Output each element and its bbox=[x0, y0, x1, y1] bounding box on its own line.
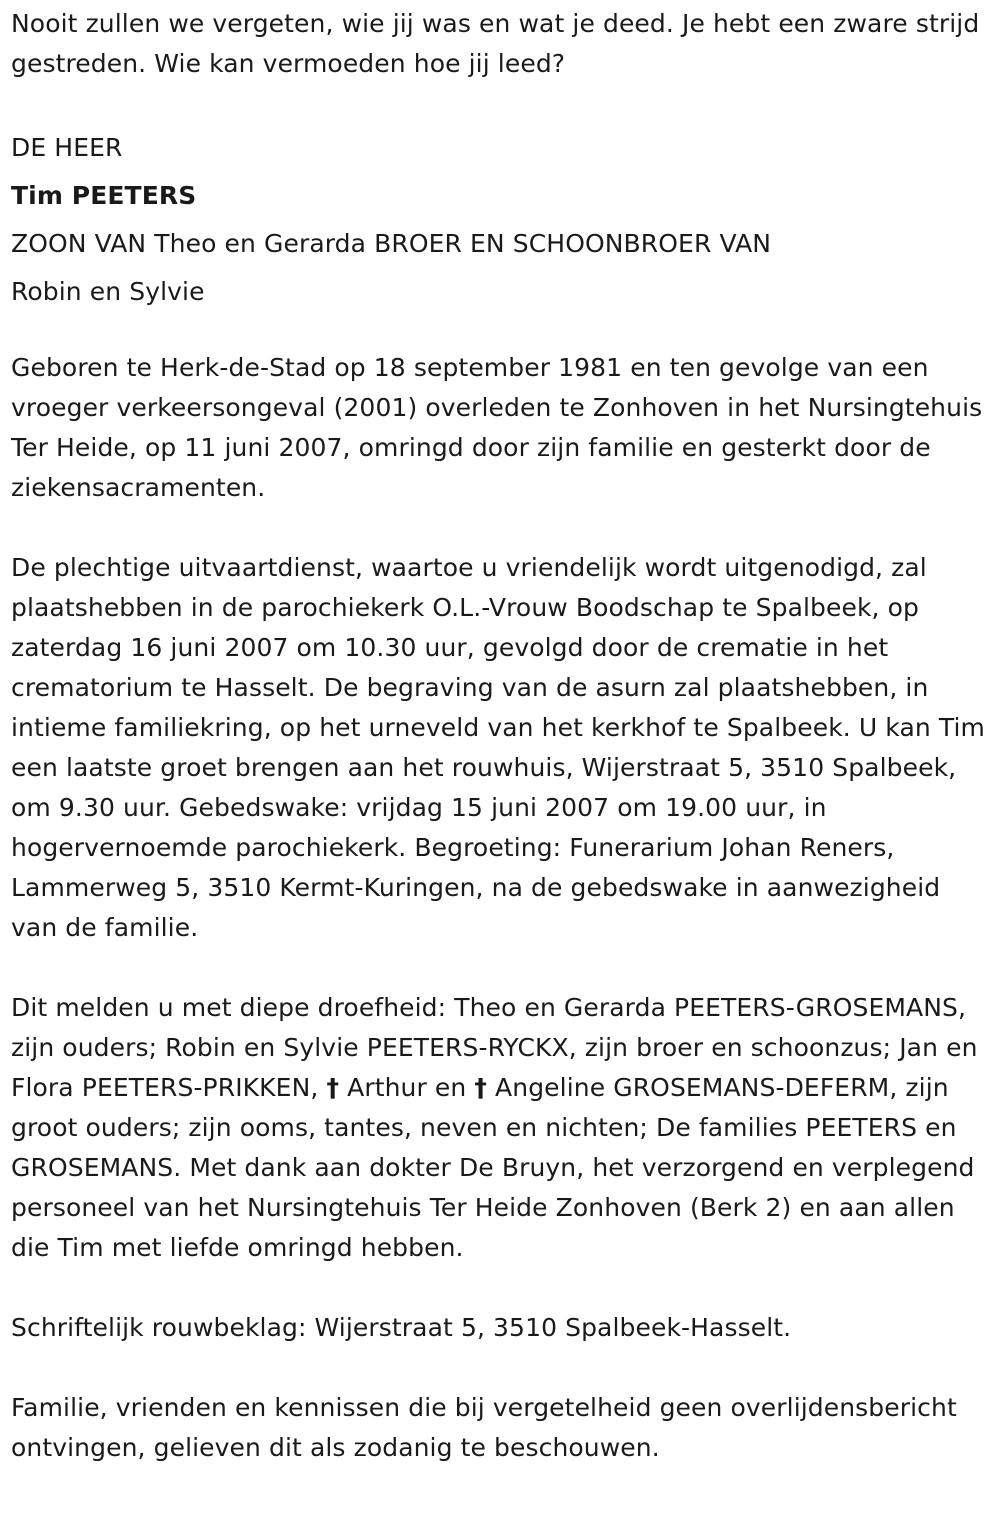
closing-paragraph: Familie, vrienden en kennissen die bij vergetelheid geen overlijdensbericht ontvingen, gelieven dit als zodanig te beschouwen. bbox=[11, 1393, 957, 1462]
spacer bbox=[11, 948, 991, 988]
announcement-paragraph bbox=[11, 988, 991, 1268]
announcement-text-2: Arthur en bbox=[339, 1073, 475, 1102]
relation-line: ZOON VAN Theo en Gerarda BROER EN SCHOONBROER VAN bbox=[11, 229, 772, 258]
spacer bbox=[11, 1268, 991, 1308]
spacer bbox=[11, 84, 991, 124]
siblings-line: Robin en Sylvie bbox=[11, 277, 205, 306]
cross-icon: † bbox=[474, 1073, 488, 1102]
funeral-paragraph: De plechtige uitvaartdienst, waartoe u vriendelijk wordt uitgenodigd, zal plaatshebben in de parochiekerk O.L.-Vrouw Boodschap te Spalbeek, op zaterdag 16 juni 2007 om 10.30 uur, gevolgd door de crematie in het crematorium te Hasselt. De begraving van de asurn zal plaatshebben, in intieme familiekring, op het urneveld van het kerkhof te Spalbeek. U kan Tim een laatste groet brengen aan het rouwhuis, Wijerstraat 5, 3510 Spalbeek, om 9.30 uur. Gebedswake: vrijdag 15 juni 2007 om 19.00 uur, in hogervernoemde parochiekerk. Begroeting: Funerarium Johan Reners, Lammerweg 5, 3510 Kermt-Kuringen, na de gebedswake in aanwezigheid van de familie. bbox=[11, 553, 985, 942]
obituary-document bbox=[11, 4, 991, 1468]
opening-verse: Nooit zullen we vergeten, wie jij was en wat je deed. Je hebt een zware strijd gestreden. Wie kan vermoeden hoe jij leed? bbox=[11, 9, 980, 78]
birth-death-paragraph: Geboren te Herk-de-Stad op 18 september 1981 en ten gevolge van een vroeger verkeersongeval (2001) overleden te Zonhoven in het Nursingtehuis Ter Heide, op 11 juni 2007, omringd door zijn familie en gesterkt door de ziekensacramenten. bbox=[11, 353, 983, 502]
title-line: DE HEER bbox=[11, 133, 123, 162]
condolence-address: Schriftelijk rouwbeklag: Wijerstraat 5, 3510 Spalbeek-Hasselt. bbox=[11, 1313, 792, 1342]
cross-icon: † bbox=[326, 1073, 340, 1102]
spacer bbox=[11, 1348, 991, 1388]
announcement-text-3: Angeline GROSEMANS-DEFERM, zijn groot ouders; zijn ooms, tantes, neven en nichten; De families PEETERS en GROSEMANS. Met dank aan dokter De Bruyn, het verzorgend en verplegend personeel van het Nursingtehuis Ter Heide Zonhoven (Berk 2) en aan allen die Tim met liefde omringd hebben. bbox=[11, 1073, 975, 1262]
spacer bbox=[11, 508, 991, 548]
deceased-name: Tim PEETERS bbox=[11, 181, 197, 210]
spacer bbox=[11, 316, 991, 348]
announcement-text-1: Dit melden u met diepe droefheid: Theo en Gerarda PEETERS-GROSEMANS, zijn ouders; Robin en Sylvie PEETERS-RYCKX, zijn broer en schoonzus; Jan en Flora PEETERS-PRIKKEN, bbox=[11, 993, 978, 1102]
